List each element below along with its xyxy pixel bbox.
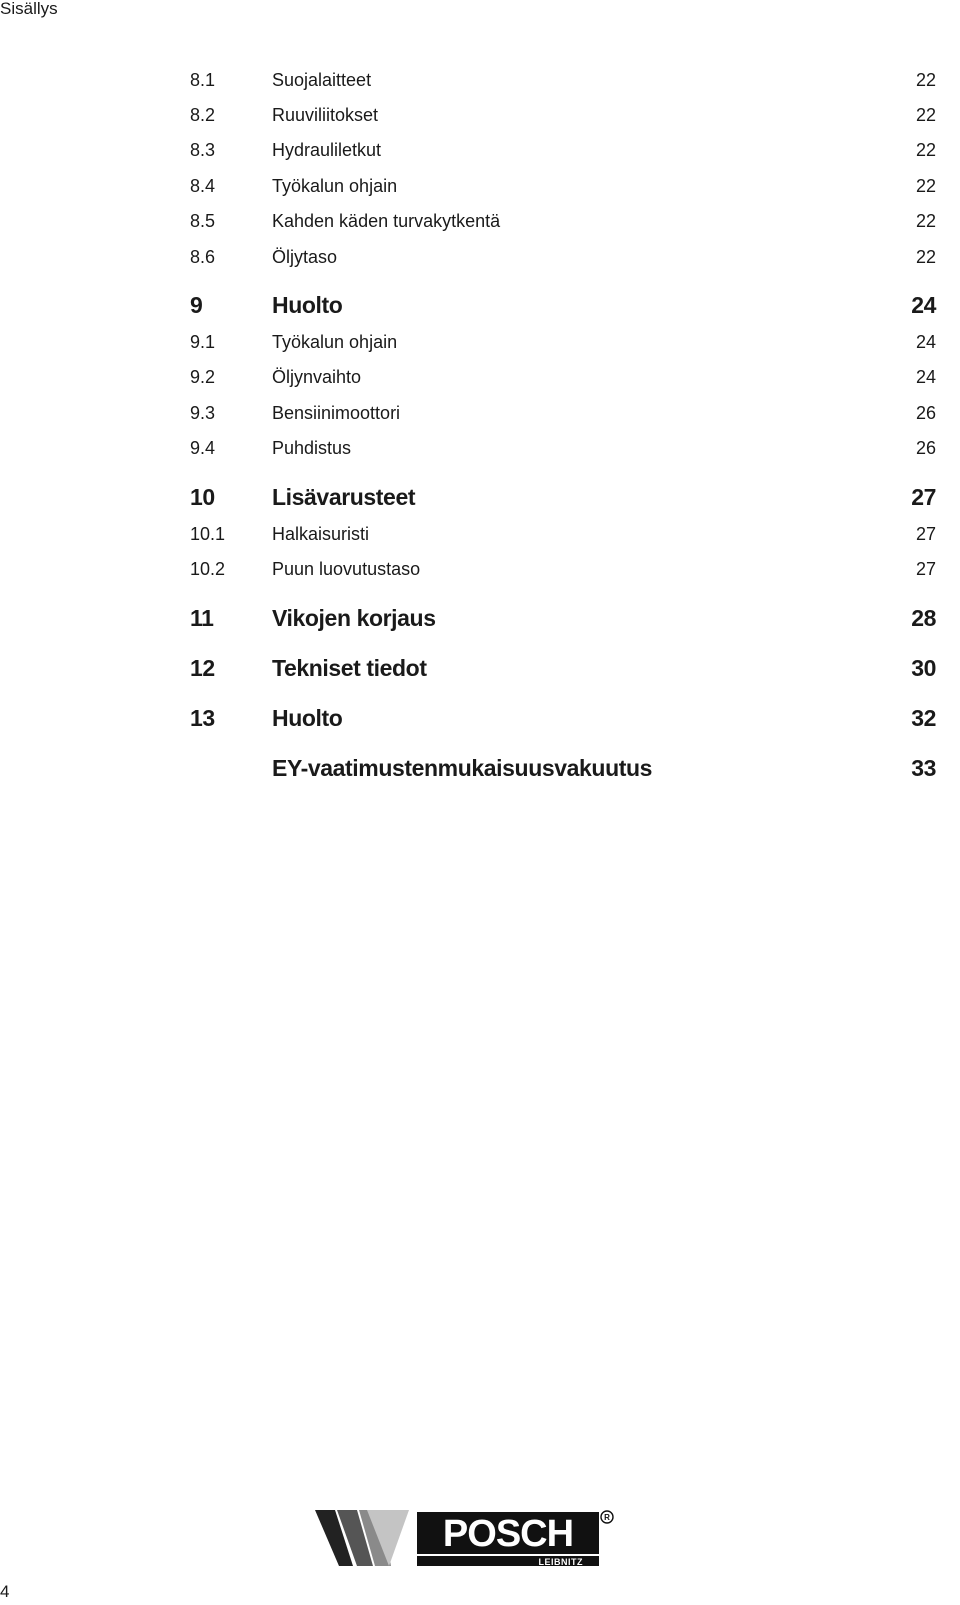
toc-chapter-12[interactable] (0, 654, 960, 682)
toc-entry-number: 9 (190, 292, 203, 318)
toc-entry-title: EY-vaatimustenmukaisuusvakuutus (272, 755, 653, 781)
toc-entry-page: 26 (915, 403, 936, 423)
toc-entry-number: 8.5 (190, 211, 216, 231)
toc-entry-page: 30 (911, 655, 936, 681)
toc-entry-page: 24 (915, 367, 936, 387)
toc-entry-title: Hydrauliletkut (272, 140, 382, 160)
toc-chapter-13[interactable] (0, 704, 960, 732)
toc-entry-title: Huolto (272, 705, 343, 731)
posch-logo (315, 1508, 617, 1568)
toc-entry-number: 11 (190, 605, 214, 631)
toc-entry-title: Puhdistus (272, 438, 352, 458)
logo-tagline: LEIBNITZ (538, 1557, 583, 1567)
toc-entry-number: 10.2 (190, 559, 226, 579)
toc-chapter-9[interactable] (0, 291, 960, 319)
toc-entry-title: Öljytaso (272, 247, 338, 267)
toc-entry-page: 22 (915, 247, 936, 267)
logo-wordmark: POSCH (442, 1513, 574, 1555)
toc-entry-title: Lisävarusteet (272, 484, 416, 510)
toc-entry-8-1[interactable] (0, 68, 960, 96)
toc-entry-10-1[interactable] (0, 522, 960, 550)
toc-entry-title: Työkalun ohjain (272, 176, 398, 196)
toc-entry-page: 27 (915, 524, 936, 544)
toc-entry-number: 8.6 (190, 247, 216, 267)
toc-entry-page: 22 (915, 105, 936, 125)
toc-declaration[interactable] (0, 754, 960, 782)
toc-entry-page: 26 (915, 438, 936, 458)
toc-entry-number: 10 (190, 484, 215, 510)
toc-entry-title: Halkaisuristi (272, 524, 370, 544)
toc-entry-title: Ruuviliitokset (272, 105, 379, 125)
toc-entry-10-2[interactable] (0, 557, 960, 585)
toc-entry-9-1[interactable] (0, 330, 960, 358)
toc-entry-8-6[interactable] (0, 245, 960, 273)
toc-entry-9-3[interactable] (0, 401, 960, 429)
toc-entry-page: 22 (915, 176, 936, 196)
toc-entry-number: 9.2 (190, 367, 216, 387)
toc-entry-page: 32 (911, 705, 936, 731)
toc-chapter-10[interactable] (0, 483, 960, 511)
toc-entry-title: Tekniset tiedot (272, 655, 427, 681)
registered-mark-letter: R (604, 1513, 610, 1522)
toc-entry-page: 24 (915, 332, 936, 352)
toc-entry-page: 27 (915, 559, 936, 579)
toc-entry-title: Puun luovutustaso (272, 559, 421, 579)
toc-entry-number: 13 (190, 705, 215, 731)
toc-entry-page: 22 (915, 70, 936, 90)
toc-entry-page: 28 (911, 605, 936, 631)
toc-entry-number: 8.3 (190, 140, 216, 160)
toc-entry-8-4[interactable] (0, 174, 960, 202)
toc-entry-number: 8.1 (190, 70, 216, 90)
toc-entry-title: Huolto (272, 292, 343, 318)
toc-entry-title: Vikojen korjaus (272, 605, 436, 631)
toc-entry-number: 9.3 (190, 403, 216, 423)
toc-entry-number: 9.4 (190, 438, 216, 458)
toc-entry-number: 10.1 (190, 524, 226, 544)
toc-entry-title: Työkalun ohjain (272, 332, 398, 352)
toc-entry-title: Öljynvaihto (272, 367, 362, 387)
toc-entry-title: Suojalaitteet (272, 70, 372, 90)
toc-entry-8-2[interactable] (0, 103, 960, 131)
page-number: 4 (0, 1582, 10, 1601)
toc-entry-9-4[interactable] (0, 436, 960, 464)
toc-entry-9-2[interactable] (0, 365, 960, 393)
toc-entry-page: 27 (911, 484, 936, 510)
toc-entry-title: Kahden käden turvakytkentä (272, 211, 501, 231)
toc-entry-title: Bensiinimoottori (272, 403, 401, 423)
toc-entry-page: 22 (915, 140, 936, 160)
toc-entry-page: 22 (915, 211, 936, 231)
toc-entry-number: 9.1 (190, 332, 216, 352)
toc-entry-8-3[interactable] (0, 138, 960, 166)
section-title: Sisällys (0, 0, 58, 18)
toc-entry-number: 8.2 (190, 105, 216, 125)
toc-entry-number: 8.4 (190, 176, 216, 196)
toc-entry-page: 33 (911, 755, 936, 781)
toc-chapter-11[interactable] (0, 604, 960, 632)
toc-entry-page: 24 (911, 292, 936, 318)
toc-entry-8-5[interactable] (0, 209, 960, 237)
toc-entry-number: 12 (190, 655, 215, 681)
